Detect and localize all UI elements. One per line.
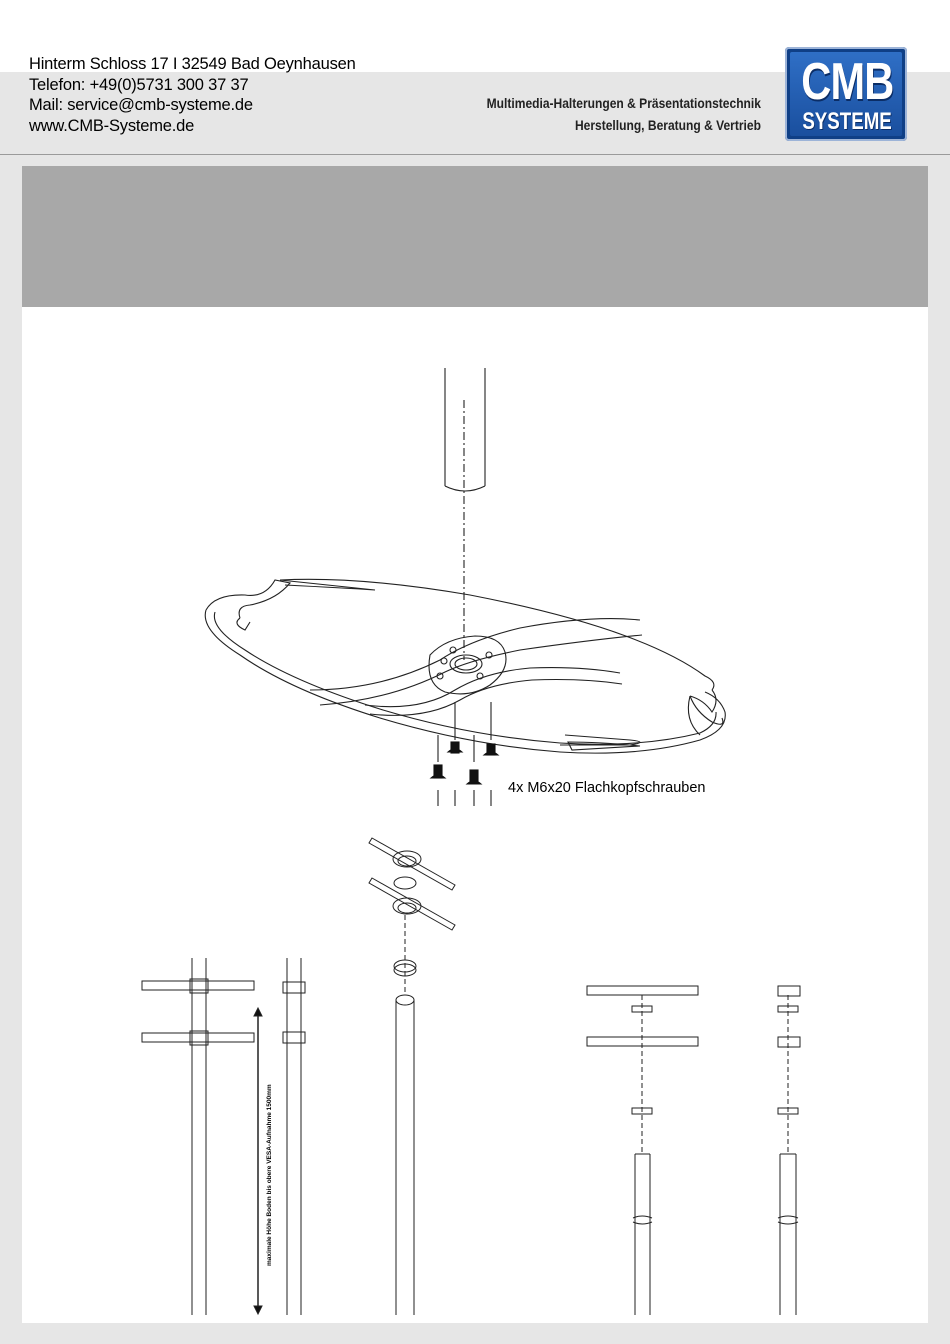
base-plate	[205, 579, 725, 753]
tagline-line-1: Multimedia-Halterungen & Präsentationstechnik	[486, 95, 761, 111]
screw-callout: 4x M6x20 Flachkopfschrauben	[508, 780, 706, 796]
address-phone: Telefon: +49(0)5731 300 37 37	[29, 75, 249, 94]
height-note: maximale Höhe Boden bis obere VESA-Aufnahme 1500mm	[266, 1084, 273, 1266]
tagline-line-2: Herstellung, Beratung & Vertrieb	[574, 117, 761, 133]
left-assembly	[142, 958, 305, 1315]
address-email[interactable]: Mail: service@cmb-systeme.de	[29, 96, 253, 114]
pole-top	[445, 368, 485, 660]
exploded-clamps	[369, 838, 455, 1315]
logo-systeme-text: SYSTEME	[802, 108, 892, 135]
address-street: Hinterm Schloss 17 I 32549 Bad Oeynhausen	[29, 55, 356, 73]
address-website[interactable]: www.CMB-Systeme.de	[29, 116, 195, 135]
screws	[431, 702, 498, 806]
right-assembly	[587, 986, 800, 1315]
logo-cmb-text: CMB	[801, 53, 894, 111]
